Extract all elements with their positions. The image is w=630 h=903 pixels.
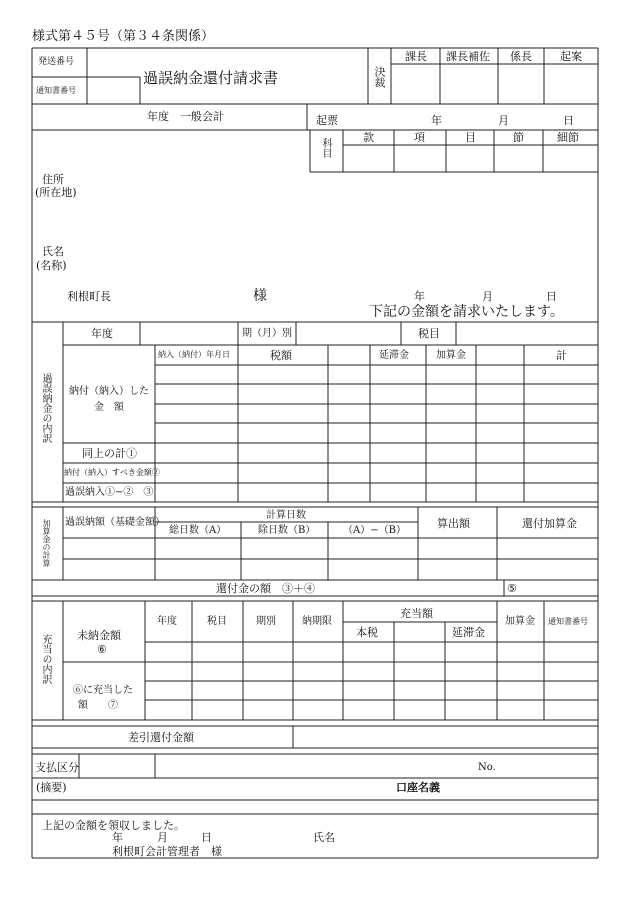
kihyo-year: 年 xyxy=(431,114,442,127)
juto-col-zeimoku: 税目 xyxy=(207,616,227,627)
approver-kacho: 課長 xyxy=(405,50,427,63)
kasan-section-label: 加算金の計算 xyxy=(42,519,51,567)
juto-section-label: 充当の内訳 xyxy=(40,634,51,684)
excluded-days-label: 除日数（B） xyxy=(258,525,316,536)
breakdown-section-label: 過誤納金の内訳 xyxy=(40,373,51,443)
kihyo-day: 日 xyxy=(563,114,574,127)
request-year: 年 xyxy=(414,290,425,303)
kamoku-label: 科目 xyxy=(320,138,331,158)
receipt-statement: 上記の金額を領収しました。 xyxy=(42,819,185,832)
sashihiki-label: 差引還付金額 xyxy=(128,731,194,744)
total-days-label: 総日数（A） xyxy=(169,525,227,536)
name-alt-label: (名称) xyxy=(36,259,67,272)
col-kasankin: 加算金 xyxy=(436,350,466,361)
juto-col-nendo: 年度 xyxy=(157,616,177,627)
col-nofu-date: 納入（納付）年月日 xyxy=(158,350,230,359)
address-label: 住所 xyxy=(42,173,64,186)
kamoku-setsu: 節 xyxy=(513,131,524,144)
days-diff-label: （A）−（B） xyxy=(343,525,406,536)
name-label: 氏名 xyxy=(42,245,64,258)
sama-label: 様 xyxy=(253,288,267,304)
refund-add-label: 還付加算金 xyxy=(522,517,577,530)
approver-kacho-hosa: 課長補佐 xyxy=(446,50,490,63)
keisan-nissu-label: 計算日数 xyxy=(266,510,306,521)
kihyo-month: 月 xyxy=(498,114,509,127)
overpaid-label: 過誤納入①−② ③ xyxy=(65,487,154,498)
breakdown-kibetsu: 期（月）別 xyxy=(242,328,292,339)
col-zeigaku: 税額 xyxy=(270,349,292,362)
juto-amount-label: 充当額 xyxy=(400,607,433,620)
nendo-kaikei: 年度 一般会計 xyxy=(147,110,224,123)
sum-1-label: 同上の計① xyxy=(82,447,137,460)
mayor-label: 利根町長 xyxy=(67,290,111,303)
address-alt-label: (所在地) xyxy=(35,186,77,199)
six-marker: ⑥ xyxy=(97,643,107,656)
kamoku-saisetsu: 細節 xyxy=(557,131,579,144)
calc-amount-label: 算出額 xyxy=(437,517,470,530)
tekiyo-label: (摘要) xyxy=(36,781,67,794)
col-kei: 計 xyxy=(556,349,567,362)
receipt-month: 月 xyxy=(157,831,168,844)
juto-entaikin: 延滞金 xyxy=(452,626,485,639)
receipt-name: 氏名 xyxy=(313,831,335,844)
refund-total-label: 還付金の額 ③＋④ xyxy=(216,582,315,595)
minou-label: 未納金額 xyxy=(77,629,121,642)
breakdown-zeimoku: 税目 xyxy=(418,327,440,340)
nofu-amount-label: 納付（納入）した 金 額 xyxy=(69,386,159,413)
request-statement: 下記の金額を請求いたします。 xyxy=(369,304,564,320)
kessai-label: 決裁 xyxy=(373,66,386,88)
should-pay-label: 納付（納入）すべき金額② xyxy=(64,468,160,477)
kamoku-kan: 款 xyxy=(363,131,374,144)
col-entaikin: 延滞金 xyxy=(379,350,409,361)
juto-amount-label-2: 額 ⑦ xyxy=(78,700,118,711)
shiharai-no: No. xyxy=(478,762,496,773)
form-number: 様式第４５号（第３４条関係） xyxy=(32,29,215,44)
juto-col-nokigen: 納期限 xyxy=(302,616,332,627)
form-title: 過誤納金還付請求書 xyxy=(143,69,279,87)
breakdown-nendo: 年度 xyxy=(91,327,113,340)
hasso-bango-label: 発送番号 xyxy=(38,57,75,67)
request-month: 月 xyxy=(482,290,493,303)
kamoku-ko: 項 xyxy=(414,131,425,144)
request-day: 日 xyxy=(546,290,557,303)
tsuchisho-bango-label: 通知書番号 xyxy=(36,86,76,95)
receipt-manager: 利根町会計管理者 様 xyxy=(112,845,222,858)
approver-kakaricho: 係長 xyxy=(510,50,532,63)
five-marker: ⑤ xyxy=(507,582,517,595)
account-name-label: 口座名義 xyxy=(396,781,440,794)
juto-col-kibetsu: 期別 xyxy=(256,616,276,627)
kihyo-label: 起票 xyxy=(316,114,338,127)
juto-kasankin: 加算金 xyxy=(505,616,535,627)
receipt-day: 日 xyxy=(201,831,212,844)
juto-tsuchisho: 通知書番号 xyxy=(548,617,588,626)
receipt-year: 年 xyxy=(112,831,123,844)
shiharai-label: 支払区分 xyxy=(35,761,79,774)
juto-amount-label-1: ⑥に充当した xyxy=(73,685,133,696)
kamoku-moku: 目 xyxy=(465,131,476,144)
kasan-base-label: 過誤納額（基礎金額） xyxy=(65,517,165,528)
juto-honzei: 本税 xyxy=(356,626,378,639)
approver-kian: 起案 xyxy=(560,50,582,63)
